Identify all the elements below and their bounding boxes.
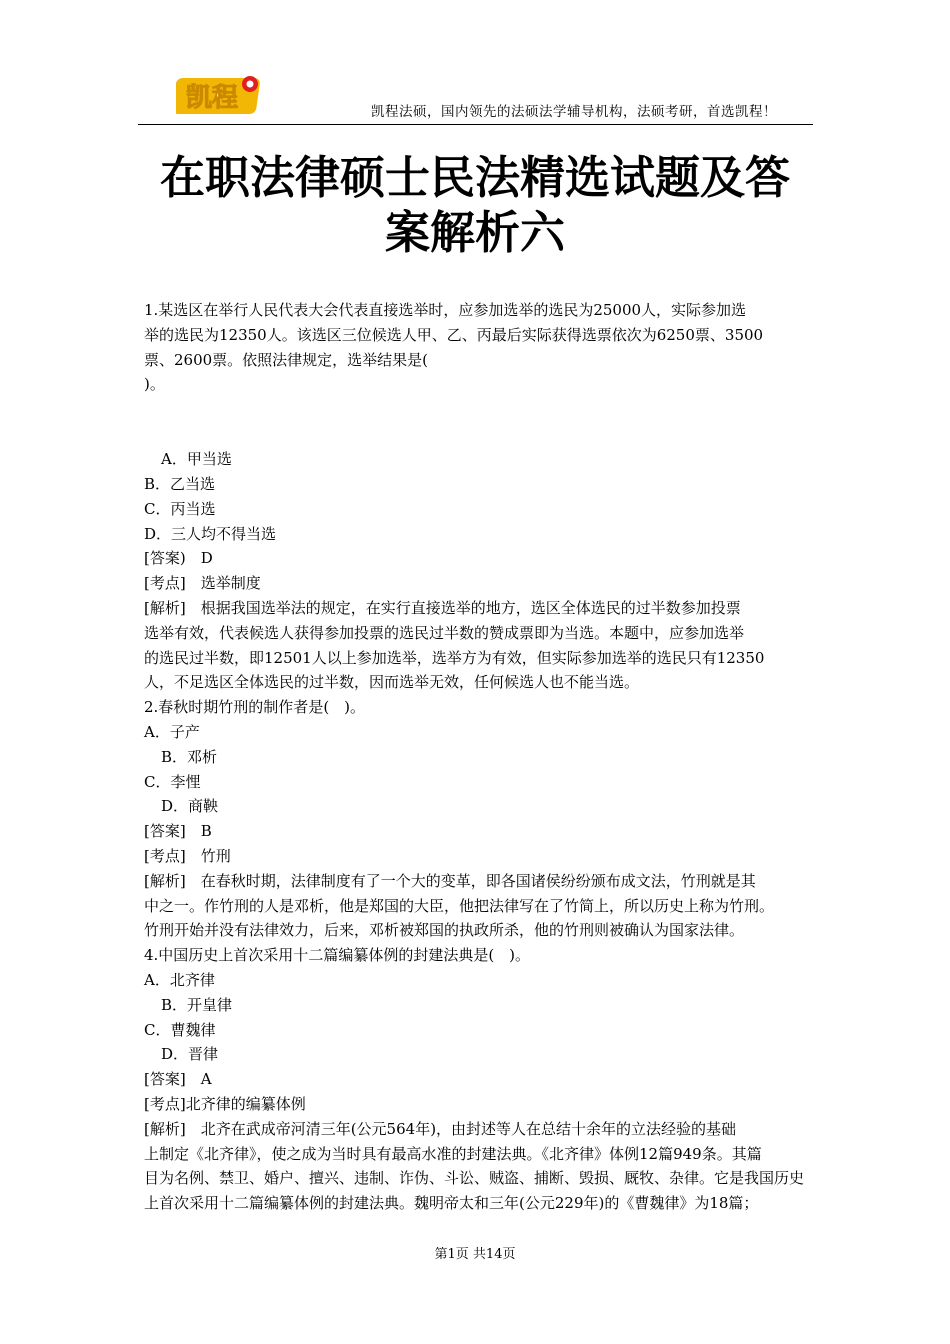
q4-option-c: C．曹魏律 xyxy=(144,1020,216,1039)
q4-analysis-line: 上制定《北齐律》，使之成为当时具有最高水准的封建法典。《北齐律》体例12篇949条。其篇 xyxy=(144,1144,762,1163)
q1-analysis-line: 选举有效，代表候选人获得参加投票的选民过半数的赞成票即为当选。本题中，应参加选举 xyxy=(144,623,745,642)
q1-option-d: D．三人均不得当选 xyxy=(144,524,277,543)
q1-point: [考点] 选举制度 xyxy=(144,574,261,593)
q1-stem-line: )。 xyxy=(144,375,165,394)
q1-analysis-line: 人，不足选区全体选民的过半数，因而选举无效，任何候选人也不能当选。 xyxy=(144,673,640,692)
q1-stem-line: 票、2600票。依照法律规定，选举结果是( xyxy=(144,350,429,369)
q1-option-b: B．乙当选 xyxy=(144,474,216,493)
q4-analysis-line: [解析] 北齐在武成帝河清三年(公元564年)，由封述等人在总结十余年的立法经验的基础 xyxy=(144,1119,737,1138)
header-slogan: 凯程法硕，国内领先的法硕法学辅导机构，法硕考研，首选凯程！ xyxy=(371,104,777,120)
q2-point: [考点] 竹刑 xyxy=(144,846,231,865)
q1-analysis-line: [解析] 根据我国选举法的规定，在实行直接选举的地方，选区全体选民的过半数参加投票 xyxy=(144,598,741,617)
q1-option-c: C．丙当选 xyxy=(144,499,216,518)
q1-analysis-line: 的选民过半数，即12501人以上参加选举，选举方为有效，但实际参加选举的选民只有12350 xyxy=(144,648,765,667)
q1-answer: [答案) D xyxy=(144,549,213,568)
title-line-1: 在职法律硕士民法精选试题及答 xyxy=(159,151,790,204)
q4-point: [考点]北齐律的编纂体例 xyxy=(144,1094,306,1113)
q2-answer: [答案] B xyxy=(144,822,212,841)
kaicheng-logo xyxy=(176,68,268,118)
q4-option-b: B．开皇律 xyxy=(161,995,233,1014)
q2-option-d: D．商鞅 xyxy=(161,797,219,816)
q2-analysis-line: 竹刑开始并没有法律效力，后来，邓析被郑国的执政所杀，他的竹刑则被确认为国家法律。 xyxy=(144,921,745,940)
q2-option-b: B．邓析 xyxy=(161,747,218,766)
page-footer: 第1页 共14页 xyxy=(434,1247,516,1262)
q4-analysis-line: 目为名例、禁卫、婚户、擅兴、违制、诈伪、斗讼、贼盗、捕断、毁损、厩牧、杂律。它是我国历史 xyxy=(144,1169,805,1188)
q1-option-a: A．甲当选 xyxy=(161,450,232,469)
q2-analysis-line: [解析] 在春秋时期，法律制度有了一个大的变革，即各国诸侯纷纷颁布成文法，竹刑就是其 xyxy=(144,871,756,890)
spacer xyxy=(144,397,816,447)
title-line-2: 案解析六 xyxy=(384,206,565,259)
page-header xyxy=(138,62,813,125)
q4-option-d: D．晋律 xyxy=(161,1045,219,1064)
q2-option-c: C．李悝 xyxy=(144,772,201,791)
q2-stem: 2.春秋时期竹刑的制作者是( )。 xyxy=(144,698,366,717)
page-title xyxy=(100,150,850,260)
q4-answer: [答案] A xyxy=(144,1070,212,1089)
q1-stem-line: 举的选民为12350人。该选区三位候选人甲、乙、丙最后实际获得选票依次为6250票、3500 xyxy=(144,325,764,344)
document-body xyxy=(144,298,816,1216)
q2-option-a: A．子产 xyxy=(144,722,200,741)
q1-stem-line: 1.某选区在举行人民代表大会代表直接选举时，应参加选举的选民为25000人，实际参加选 xyxy=(144,301,747,319)
q4-stem: 4.中国历史上首次采用十二篇编纂体例的封建法典是( )。 xyxy=(144,946,531,965)
logo-text: 凯程 xyxy=(186,83,239,113)
q2-analysis-line: 中之一。作竹刑的人是邓析，他是郑国的大臣，他把法律写在了竹简上，所以历史上称为竹刑。 xyxy=(144,896,775,915)
q4-analysis-line: 上首次采用十二篇编纂体例的封建法典。魏明帝太和三年(公元229年)的《曹魏律》为18篇； xyxy=(144,1194,759,1213)
q4-option-a: A．北齐律 xyxy=(144,970,215,989)
